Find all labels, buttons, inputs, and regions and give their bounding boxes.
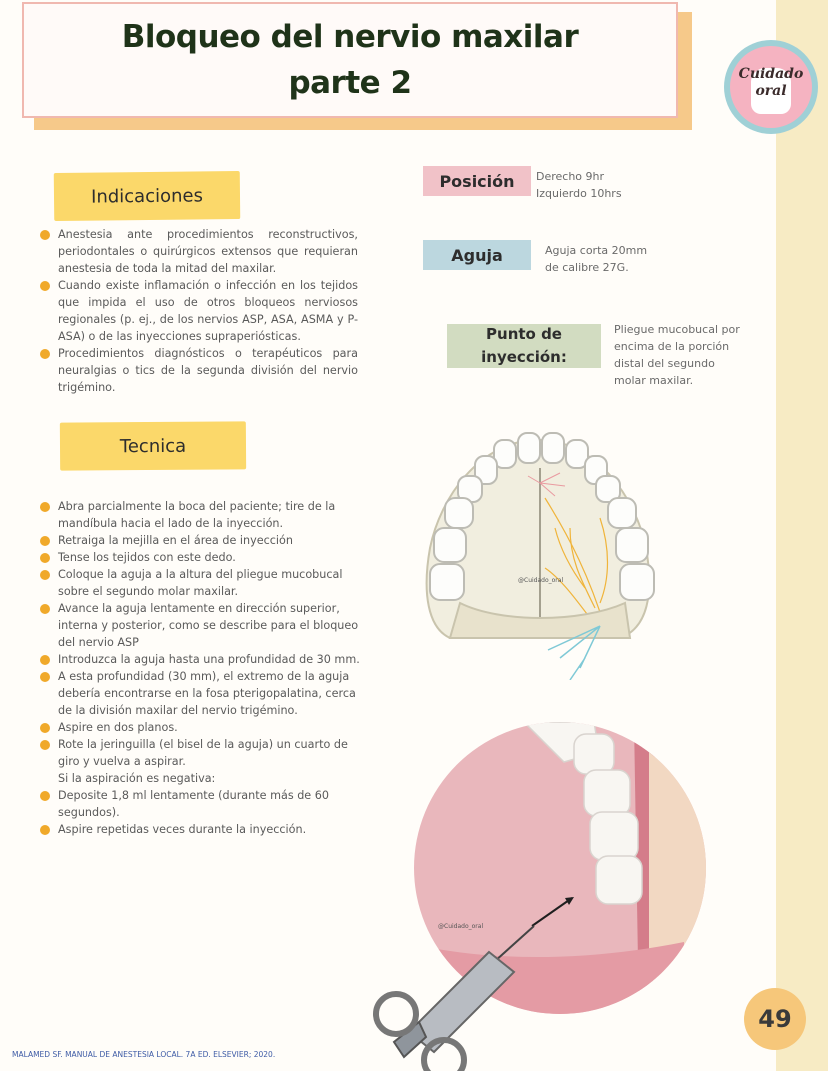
list-item: Aspire en dos planos.	[40, 719, 364, 736]
aguja-value	[545, 242, 647, 276]
tecnica-list	[40, 498, 364, 838]
posicion-line-1: Derecho 9hr	[536, 170, 605, 183]
aguja-line-2: de calibre 27G.	[545, 261, 629, 274]
page-number: 49	[744, 988, 806, 1050]
cuidado-oral-logo	[724, 40, 818, 134]
punto-value	[614, 321, 740, 389]
punto-line: molar maxilar.	[614, 374, 694, 387]
citation-footer: MALAMED SF. MANUAL DE ANESTESIA LOCAL. 7A ED. ELSEVIER; 2020.	[12, 1050, 276, 1059]
watermark-2: @Cuidado_oral	[438, 923, 484, 930]
list-item: Procedimientos diagnósticos o terapéuticos para neuralgias o tics de la segunda división del nervio trigémino.	[40, 345, 358, 396]
list-item: Coloque la aguja a la altura del pliegue mucobucal sobre el segundo molar maxilar.	[40, 566, 364, 600]
list-item: Rote la jeringuilla (el bisel de la aguja) un cuarto de giro y vuelva a aspirar.	[40, 736, 364, 770]
punto-line: encima de la porción	[614, 340, 730, 353]
list-item: Avance la aguja lentamente en dirección superior, interna y posterior, como se describe para el bloqueo del nervio ASP	[40, 600, 364, 651]
list-item: Abra parcialmente la boca del paciente; tire de la mandíbula hacia el lado de la inyección.	[40, 498, 364, 532]
title-line-1: Bloqueo del nervio maxilar	[121, 19, 579, 55]
tecnica-heading: Tecnica	[60, 421, 246, 470]
list-item: Introduzca la aguja hasta una profundidad de 30 mm.	[40, 651, 364, 668]
list-item: Aspire repetidas veces durante la inyección.	[40, 821, 364, 838]
indicaciones-heading: Indicaciones	[54, 171, 240, 221]
logo-text-1: Cuidado	[738, 66, 804, 82]
punto-label-1: Punto de	[486, 325, 562, 343]
posicion-line-2: Izquierdo 10hrs	[536, 187, 622, 200]
injection-illustration	[364, 722, 714, 1071]
palate-illustration	[420, 428, 656, 680]
punto-line: distal del segundo	[614, 357, 715, 370]
title-card	[22, 2, 678, 118]
aguja-label: Aguja	[423, 240, 531, 270]
punto-label-2: inyección:	[481, 348, 567, 366]
list-item: Si la aspiración es negativa:	[58, 772, 216, 785]
punto-label	[447, 324, 601, 368]
posicion-value	[536, 168, 622, 202]
logo-text-2: oral	[755, 83, 787, 99]
list-item: Cuando existe inflamación o infección en los tejidos que impida el uso de otros bloqueos nerviosos regionales (p. ej., de los nervios ASP, ASA, ASMA y P-ASA) o de las inyecciones supraperiósticas.	[40, 277, 358, 345]
indicaciones-list	[40, 226, 358, 396]
title-line-2: parte 2	[288, 65, 412, 101]
punto-line: Pliegue mucobucal por	[614, 323, 740, 336]
list-item: Anestesia ante procedimientos reconstructivos, periodontales o quirúrgicos extensos que requieran anestesia de toda la mitad del maxilar.	[40, 226, 358, 277]
aguja-line-1: Aguja corta 20mm	[545, 244, 648, 257]
list-item: Tense los tejidos con este dedo.	[40, 549, 364, 566]
list-item: Retraiga la mejilla en el área de inyección	[40, 532, 364, 549]
list-item: Deposite 1,8 ml lentamente (durante más de 60 segundos).	[40, 787, 364, 821]
list-item: A esta profundidad (30 mm), el extremo de la aguja debería encontrarse en la fosa pterigopalatina, cerca de la división maxilar del nervio trigémino.	[40, 668, 364, 719]
watermark: @Cuidado_oral	[518, 577, 564, 584]
posicion-label: Posición	[423, 166, 531, 196]
right-margin-strip	[776, 0, 828, 1071]
